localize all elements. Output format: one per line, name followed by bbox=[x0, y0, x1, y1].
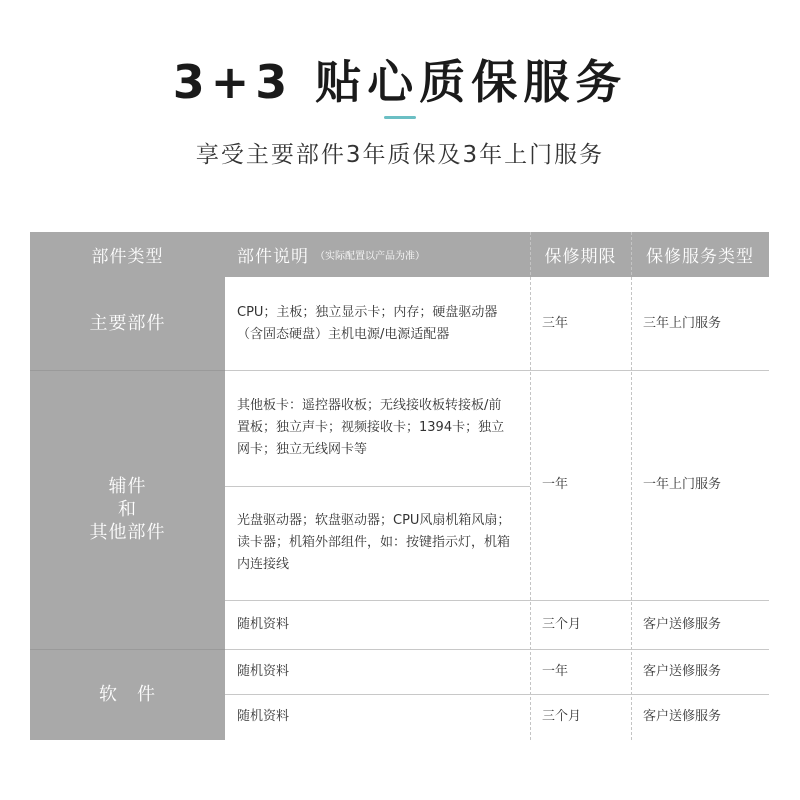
row-1-desc-line-1: CPU；主板；独立显示卡；内存；硬盘驱动器 bbox=[237, 304, 498, 320]
row-5-period-text: 一年 bbox=[542, 663, 569, 679]
header-type bbox=[30, 232, 225, 277]
row-3-desc-line-2: 读卡器；机箱外部组件，如：按键指示灯，机箱 bbox=[237, 535, 511, 550]
row-3-desc bbox=[225, 486, 530, 600]
category-accessory-line-3: 其他部件 bbox=[89, 522, 166, 543]
row-1-period bbox=[530, 277, 631, 370]
row-6-service bbox=[631, 694, 769, 740]
row-1-period-text: 三年 bbox=[542, 315, 569, 331]
column-divider-2 bbox=[631, 232, 632, 740]
column-divider-1 bbox=[530, 232, 531, 740]
row-1-service bbox=[631, 277, 769, 370]
row-5-service bbox=[631, 649, 769, 694]
accessory-service-text: 一年上门服务 bbox=[643, 477, 722, 492]
header-period bbox=[530, 232, 631, 277]
row-divider-3 bbox=[225, 600, 769, 601]
row-4-period bbox=[530, 600, 631, 649]
category-software-label: 软 件 bbox=[99, 684, 156, 705]
warranty-table bbox=[30, 232, 769, 740]
row-6-period bbox=[530, 694, 631, 740]
header-desc bbox=[225, 232, 530, 277]
row-3-desc-line-1: 光盘驱动器；软盘驱动器；CPU风扇机箱风扇； bbox=[237, 513, 511, 528]
row-1-service-text: 三年上门服务 bbox=[643, 315, 722, 331]
row-4-desc bbox=[225, 600, 530, 649]
row-2-desc-line-2: 置板；独立声卡；视频接收卡；1394卡；独立 bbox=[237, 420, 505, 435]
accessory-service bbox=[631, 370, 769, 600]
row-5-period bbox=[530, 649, 631, 694]
accessory-period bbox=[530, 370, 631, 600]
header-service-label: 保修服务类型 bbox=[646, 247, 754, 267]
accessory-period-text: 一年 bbox=[542, 477, 569, 492]
row-6-service-text: 客户送修服务 bbox=[643, 709, 722, 724]
category-accessory-line-1: 辅件 bbox=[108, 476, 147, 497]
row-1-desc bbox=[225, 277, 530, 370]
row-6-desc-text: 随机资料 bbox=[237, 709, 290, 724]
category-main bbox=[30, 277, 225, 370]
row-divider-4 bbox=[225, 649, 769, 650]
row-2-desc-line-1: 其他板卡：遥控器收板；无线接收板转接板/前 bbox=[237, 398, 502, 413]
row-3-desc-line-3: 内连接线 bbox=[237, 557, 290, 572]
row-6-period-text: 三个月 bbox=[542, 709, 582, 724]
row-5-service-text: 客户送修服务 bbox=[643, 663, 722, 679]
row-2-desc bbox=[225, 370, 530, 486]
page-title: 3+3 贴心质保服务 bbox=[172, 55, 628, 109]
row-4-period-text: 三个月 bbox=[542, 616, 582, 632]
header-desc-note: （实际配置以产品为准） bbox=[315, 251, 425, 262]
category-accessory-line-2: 和 bbox=[118, 499, 137, 520]
category-main-label: 主要部件 bbox=[89, 313, 166, 334]
header-type-label: 部件类型 bbox=[91, 247, 164, 267]
row-4-desc-text: 随机资料 bbox=[237, 616, 290, 632]
row-4-service bbox=[631, 600, 769, 649]
row-1-desc-line-2: （含固态硬盘）主机电源/电源适配器 bbox=[237, 326, 450, 342]
page-subtitle: 享受主要部件3年质保及3年上门服务 bbox=[195, 142, 605, 168]
row-divider-2 bbox=[225, 486, 530, 487]
row-divider-5 bbox=[225, 694, 769, 695]
row-5-desc bbox=[225, 649, 530, 694]
row-divider-1 bbox=[225, 370, 769, 371]
category-accessory bbox=[30, 370, 225, 649]
row-6-desc bbox=[225, 694, 530, 740]
category-divider-1 bbox=[30, 370, 225, 371]
title-accent-bar bbox=[384, 116, 416, 119]
header-period-label: 保修期限 bbox=[544, 247, 617, 267]
header-desc-label: 部件说明 bbox=[237, 247, 309, 267]
row-2-desc-line-3: 网卡；独立无线网卡等 bbox=[237, 442, 368, 457]
row-4-service-text: 客户送修服务 bbox=[643, 616, 722, 632]
category-software bbox=[30, 649, 225, 740]
category-divider-2 bbox=[30, 649, 225, 650]
row-5-desc-text: 随机资料 bbox=[237, 663, 290, 679]
header-service bbox=[631, 232, 769, 277]
